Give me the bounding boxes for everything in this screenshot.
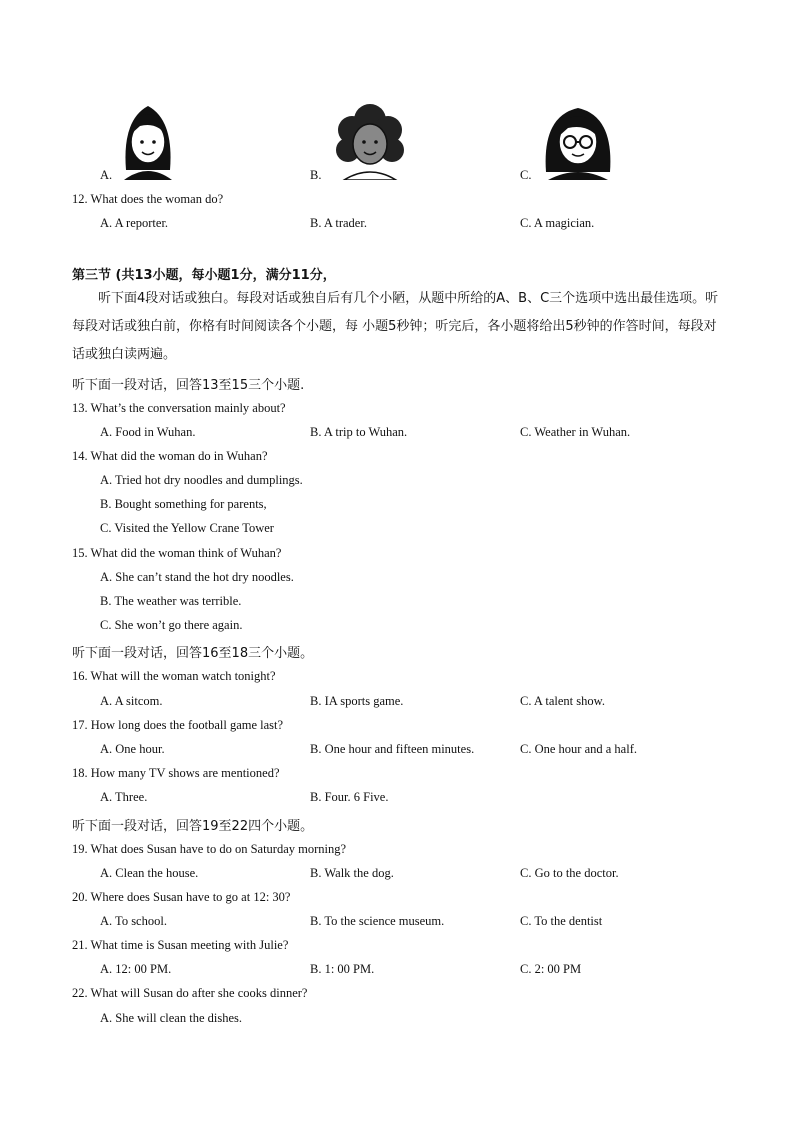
q21-option-a: A. 12: 00 PM. bbox=[100, 962, 172, 976]
q18-option-a: A. Three. bbox=[100, 790, 148, 804]
group1-intro: 听下面一段对话，回答13至15三个小题. bbox=[72, 378, 305, 393]
section-heading: 第三节 (共13小题，每小题1分，满分11分， bbox=[72, 268, 336, 283]
q16-option-c: C. A talent show. bbox=[520, 694, 605, 708]
woman-curly-hair-avatar-icon bbox=[330, 100, 410, 180]
q15-option-a: A. She can’t stand the hot dry noodles. bbox=[100, 570, 294, 584]
q19-option-c: C. Go to the doctor. bbox=[520, 866, 619, 880]
q13-option-a: A. Food in Wuhan. bbox=[100, 425, 196, 439]
q16-question: 16. What will the woman watch tonight? bbox=[72, 669, 276, 683]
q17-option-b: B. One hour and fifteen minutes. bbox=[310, 742, 475, 756]
q21-option-c: C. 2: 00 PM bbox=[520, 962, 582, 976]
q14-option-b: B. Bought something for parents, bbox=[100, 497, 267, 511]
q13-question: 13. What’s the conversation mainly about? bbox=[72, 401, 286, 415]
q14-option-a: A. Tried hot dry noodles and dumplings. bbox=[100, 473, 303, 487]
q16-option-b: B. IA sports game. bbox=[310, 694, 404, 708]
q21-question: 21. What time is Susan meeting with Julie? bbox=[72, 938, 289, 952]
q20-option-b: B. To the science museum. bbox=[310, 914, 445, 928]
section-instructions: 听下面4段对话或独白。每段对话或独自后有几个小陋，从题中所给的A、B、C三个选项中选出最佳选项。听每段对话或独白前，你格有时间阅读各个小题，每 小题5秒钟；听完后，各小题将给出5秒钟的作答时间，每段对话或独白读两遍。 bbox=[72, 291, 719, 362]
woman-long-hair-avatar-icon bbox=[116, 100, 180, 180]
q18-question: 18. How many TV shows are mentioned? bbox=[72, 766, 280, 780]
q22-option-a: A. She will clean the dishes. bbox=[100, 1011, 242, 1025]
group2-intro: 听下面一段对话，回答16至18三个小题。 bbox=[72, 646, 314, 661]
q12-option-b: B. A trader. bbox=[310, 216, 367, 230]
q11-option-b-label: B. bbox=[310, 168, 322, 182]
q11-option-a-label: A. bbox=[100, 168, 113, 182]
q21-option-b: B. 1: 00 PM. bbox=[310, 962, 375, 976]
q16-option-a: A. A sitcom. bbox=[100, 694, 163, 708]
q11-option-c-label: C. bbox=[520, 168, 532, 182]
q17-option-c: C. One hour and a half. bbox=[520, 742, 637, 756]
woman-glasses-avatar-icon bbox=[538, 100, 618, 180]
q22-question: 22. What will Susan do after she cooks dinner? bbox=[72, 986, 308, 1000]
q17-option-a: A. One hour. bbox=[100, 742, 165, 756]
q20-option-c: C. To the dentist bbox=[520, 914, 603, 928]
q14-option-c: C. Visited the Yellow Crane Tower bbox=[100, 521, 274, 535]
q12-question: 12. What does the woman do? bbox=[72, 192, 224, 206]
q14-question: 14. What did the woman do in Wuhan? bbox=[72, 449, 268, 463]
q13-option-b: B. A trip to Wuhan. bbox=[310, 425, 408, 439]
q13-option-c: C. Weather in Wuhan. bbox=[520, 425, 631, 439]
q20-question: 20. Where does Susan have to go at 12: 30? bbox=[72, 890, 291, 904]
q12-option-c: C. A magician. bbox=[520, 216, 595, 230]
q15-option-c: C. She won’t go there again. bbox=[100, 618, 243, 632]
q12-option-a: A. A reporter. bbox=[100, 216, 169, 230]
q19-option-a: A. Clean the house. bbox=[100, 866, 199, 880]
q15-question: 15. What did the woman think of Wuhan? bbox=[72, 546, 282, 560]
q15-option-b: B. The weather was terrible. bbox=[100, 594, 242, 608]
q19-option-b: B. Walk the dog. bbox=[310, 866, 394, 880]
q17-question: 17. How long does the football game last? bbox=[72, 718, 284, 732]
q20-option-a: A. To school. bbox=[100, 914, 167, 928]
q19-question: 19. What does Susan have to do on Saturday morning? bbox=[72, 842, 347, 856]
group3-intro: 听下面一段对话，回答19至22四个小题。 bbox=[72, 819, 314, 834]
q18-option-b: B. Four. 6 Five. bbox=[310, 790, 389, 804]
